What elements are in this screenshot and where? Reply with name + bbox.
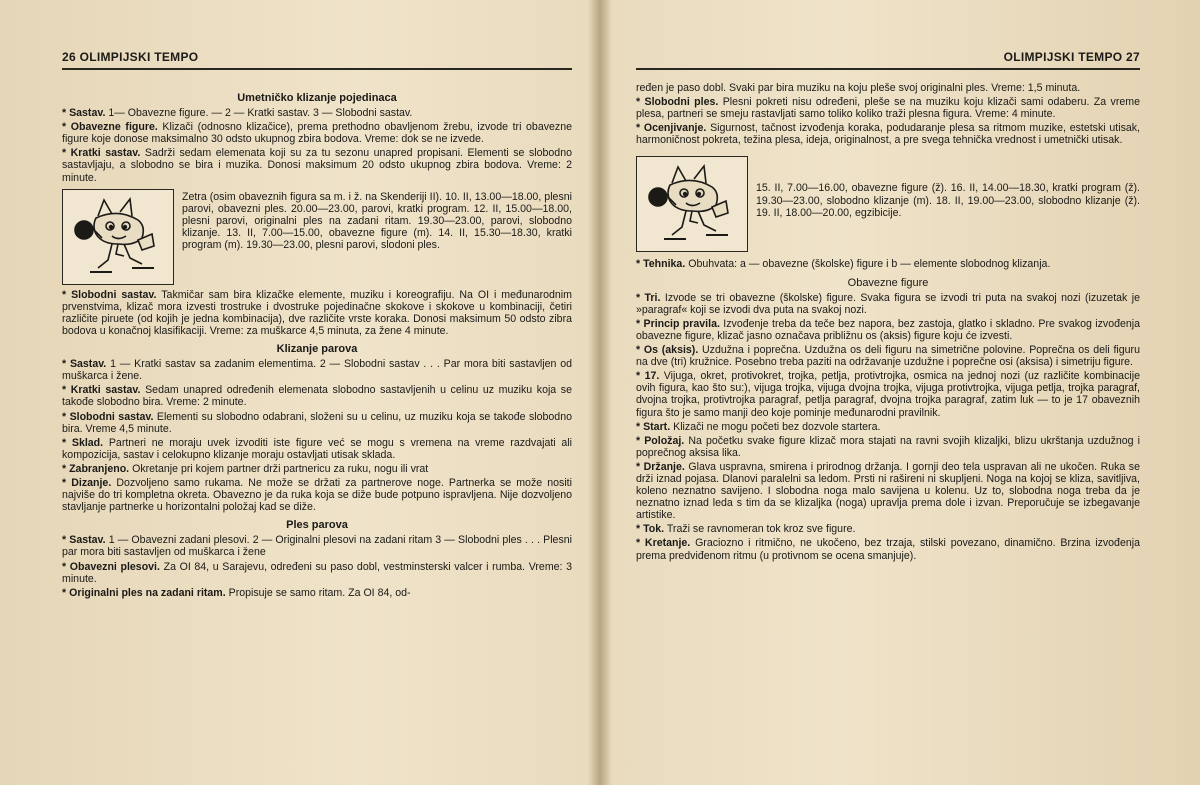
- paragraph-lead: Sastav.: [69, 107, 106, 120]
- bullet-marker: *: [636, 460, 644, 473]
- section-title: Ples parova: [286, 519, 348, 532]
- bullet-marker: *: [636, 370, 645, 383]
- paragraph: [62, 561, 572, 585]
- paragraph-text: 1— Obavezne figure. — 2 — Kratki sastav. 3 — Slobodni sastav.: [108, 107, 413, 120]
- paragraph: [636, 344, 1140, 368]
- running-head-right: OLIMPIJSKI TEMPO 27: [636, 50, 1140, 70]
- schedule-text: 15. II, 7.00—16.00, obavezne figure (ž). 16. II, 14.00—18.30, kratki program (ž). 19.30—23.00, slobodno klizanje (m). 18. II, 19.00—23.00, slobodno klizanje (ž). 19. II, 18.00—20.00, egzibicije.: [756, 182, 1140, 219]
- paragraph-lead: Slobodni sastav.: [69, 410, 154, 423]
- paragraph-lead: Obavezne figure.: [70, 121, 158, 134]
- paragraph-text: Klizači ne mogu početi bez dozvole startera.: [673, 420, 881, 433]
- bullet-marker: *: [62, 462, 70, 475]
- paragraph-lead: Kratki sastav.: [70, 147, 141, 160]
- left-body: [62, 92, 572, 599]
- paragraph-text: Partneri ne moraju uvek izvoditi iste figure već se mogu s vremena na vreme razdvajati ali kompozicija, sastav i celokupno klizanje moraju ostavljati utisak sklada.: [62, 436, 572, 461]
- paragraph: [62, 289, 572, 337]
- paragraph-text: Na početku svake figure klizač mora stajati na ravni svojih klizaljki, blizu ukrštanja uzdužnog i poprečnog aksisa lika.: [636, 434, 1140, 459]
- paragraph-text: Klizači (odnosno klizačice), prema prethodno obavljenom žrebu, izvode tri obavezne figure koje donose maksimalno 30 odsto ukupnog zbira bodova. Vreme: dok se ne izvede.: [62, 121, 572, 146]
- vucko-mascot-icon: [62, 189, 174, 285]
- bullet-marker: *: [636, 434, 645, 447]
- paragraph: [62, 587, 572, 599]
- paragraph-lead: Obavezni plesovi.: [69, 560, 160, 573]
- bullet-marker: *: [636, 523, 644, 536]
- paragraph-text: 1 — Obavezni zadani plesovi. 2 — Originalni plesovi na zadani ritam 3 — Slobodni ples . . . Plesni par mora biti sastavljen od muškarca i žene: [62, 534, 572, 559]
- bullet-marker: *: [636, 122, 644, 135]
- paragraph: [636, 82, 1140, 94]
- paragraph-group: [62, 358, 572, 513]
- paragraph-group: [636, 258, 1140, 270]
- paragraph: [62, 384, 572, 408]
- paragraph-lead: Tehnika.: [643, 258, 686, 271]
- bullet-marker: *: [636, 317, 644, 330]
- paragraph: [636, 461, 1140, 521]
- paragraph-lead: Slobodni ples.: [644, 96, 719, 109]
- bullet-marker: *: [636, 96, 645, 109]
- schedule-text: Zetra (osim obaveznih figura sa m. i ž. na Skenderiji II). 10. II, 13.00—18.00, plesni parovi, obavezni ples. 20.00—23.00, parovi, kratki program. 12. II, 15.00—18.00, plesni parovi, originalni ples na zadani ritam. 19.30—23.00, parovi, slobodno klizanje. 13. II, 7.00—15.00, obavezne figure (m). 14. II, 15.30—18.30, kratki program (m). 19.30—23.00, plesni parovi, slodoni ples.: [182, 190, 572, 252]
- bullet-marker: *: [636, 420, 644, 433]
- paragraph-group: [62, 534, 572, 598]
- bullet-marker: *: [62, 410, 70, 423]
- bullet-marker: *: [62, 534, 70, 547]
- paragraph-lead: Zabranjeno.: [69, 462, 130, 475]
- paragraph-lead: Držanje.: [643, 460, 685, 473]
- bullet-marker: *: [62, 476, 72, 489]
- paragraph-group: [62, 289, 572, 337]
- bullet-marker: *: [62, 358, 70, 371]
- paragraph-lead: Originalni ples na zadani ritam.: [69, 586, 226, 599]
- bullet-marker: *: [636, 537, 645, 550]
- paragraph-lead: Os (aksis).: [643, 344, 699, 357]
- paragraph: [636, 258, 1140, 270]
- bullet-marker: *: [62, 288, 72, 301]
- paragraph-text: Traži se ravnomeran tok kroz sve figure.: [666, 523, 856, 536]
- paragraph-text: Graciozno i ritmično, ne ukočeno, bez trzaja, stilski povezano, dinamično. Brzina izvođenja prema predviđenom ritmu (u protivnom se ocena smanjuje).: [636, 537, 1140, 562]
- bullet-marker: *: [62, 560, 70, 573]
- paragraph-text: Sedam unapred određenih elemenata slobodno sastavljenih u celinu uz muziku koja se takođe slobodno bira. Vreme: 2 minute.: [62, 384, 572, 409]
- paragraph: [62, 147, 572, 183]
- paragraph-lead: Slobodni sastav.: [71, 288, 157, 301]
- running-head-left: 26 OLIMPIJSKI TEMPO: [62, 50, 572, 70]
- paragraph-group: [636, 292, 1140, 562]
- paragraph-lead: Dizanje.: [71, 476, 112, 489]
- paragraph-text: Vijuga, okret, protivokret, trojka, petlja, protivtrojka, osmica na jednoj nozi (uz različite kombinacije ovih figura, kao što su:), vijuga trojka, vijuga dvojna trojka, vijuga protivtrojka, vijuga petlja, trojka paragraf, dvojna trojka, protivtrojka paragraf, petlja paragraf, dvojna trojka paragraf, zatim luk — to je 17 obaveznih figura što je samo manji deo koje pominje međunarodni pravilnik.: [636, 370, 1140, 419]
- paragraph-lead: 17.: [644, 370, 660, 383]
- right-body: [636, 82, 1140, 562]
- bullet-marker: *: [62, 121, 71, 134]
- paragraph-lead: Sastav.: [69, 534, 106, 547]
- paragraph-text: Dozvoljeno samo rukama. Ne može se držati za partnerove noge. Partnerka se može nositi najviše do tri kompletna okreta. Obavezno je da ruka koja se diže bude potpuno ispravljena. Nije dozvoljeno stavljanje partnerke u horizontalni položaj kad se diže.: [62, 476, 572, 514]
- paragraph-text: Obuhvata: a — obavezne (školske) figure i b — elemente slobodnog klizanja.: [688, 258, 1051, 271]
- paragraph-group: [636, 82, 1140, 146]
- paragraph-lead: Tok.: [643, 523, 665, 536]
- bullet-marker: *: [636, 258, 644, 271]
- paragraph: [636, 292, 1140, 316]
- schedule-block: [636, 156, 1140, 252]
- paragraph-text: Propisuje se samo ritam. Za OI 84, od-: [228, 586, 411, 599]
- paragraph-lead: Start.: [643, 420, 671, 433]
- paragraph-text: Okretanje pri kojem partner drži partnericu za ruku, nogu ili vrat: [132, 462, 429, 475]
- paragraph-text: Izvode se tri obavezne (školske) figure. Svaka figura se izvodi tri puta na svakoj nozi (izuzetak je »paragraf« koji se izvodi dva puta na svakoj nozi.: [636, 291, 1140, 316]
- paragraph-lead: Sastav.: [69, 358, 107, 371]
- paragraph: [62, 463, 572, 475]
- paragraph: [636, 96, 1140, 120]
- bullet-marker: *: [62, 436, 72, 449]
- paragraph-text: Elementi su slobodno odabrani, složeni su u celinu, uz muziku koja se takođe slobodno bira. Vreme 4,5 minute.: [62, 410, 572, 435]
- paragraph-lead: Kretanje.: [644, 537, 691, 550]
- paragraph-text: Plesni pokreti nisu određeni, pleše se na muziku koju klizači sami odaberu. Za vreme plesa, partneri se smeju rastavljati samo toliko koliko traži plesna figura. Vreme: 4 minute.: [636, 96, 1140, 121]
- vucko-mascot-icon: [636, 156, 748, 252]
- paragraph-group: [62, 107, 572, 184]
- paragraph: [636, 523, 1140, 535]
- bullet-marker: *: [636, 291, 645, 304]
- paragraph-text: Sadrži sedam elemenata koji su za tu sezonu unapred propisani. Elementi se slobodno sastavljaju, a slobodno se bira i muzika. Donosi maksimum 20 odsto ukupnog zbira bodova. Vreme: 2 minute.: [62, 147, 572, 184]
- paragraph-lead: Ocenjivanje.: [643, 122, 707, 135]
- paragraph-lead: Položaj.: [644, 434, 685, 447]
- paragraph: [62, 477, 572, 513]
- paragraph-lead: Princip pravila.: [643, 317, 720, 330]
- paragraph: [636, 537, 1140, 561]
- paragraph-text: ređen je paso dobl. Svaki par bira muziku na koju pleše svoj originalni ples. Vreme: 1,5 minuta.: [636, 82, 1081, 94]
- paragraph: [636, 370, 1140, 418]
- paragraph-text: Uzdužna i poprečna. Uzdužna os deli figuru na simetrične polovine. Poprečna os deli figuru na dve (tri) kružnice. Posebno treba paziti na održavanje uzdužne i poprečne osi (aksisa) i simetriju figure.: [636, 344, 1140, 369]
- section-title: Obavezne figure: [847, 276, 929, 289]
- paragraph-text: Sigurnost, tačnost izvođenja koraka, podudaranje plesa sa ritmom muzike, estetski utisak, harmoničnost pokreta, težina plesa, ideja, originalnost, a pre svega tehnička vrednost i umetnički utisak.: [636, 122, 1140, 147]
- paragraph: [62, 411, 572, 435]
- paragraph: [636, 318, 1140, 342]
- paragraph: [636, 421, 1140, 433]
- bullet-marker: *: [62, 384, 71, 397]
- paragraph: [62, 437, 572, 461]
- paragraph: [636, 122, 1140, 146]
- paragraph: [62, 107, 572, 119]
- paragraph-text: Za OI 84, u Sarajevu, određeni su paso dobl, vestminsterski valcer i rumba. Vreme: 3 minute.: [62, 560, 573, 585]
- bullet-marker: *: [636, 344, 644, 357]
- bullet-marker: *: [62, 147, 71, 160]
- section-title: Umetničko klizanje pojedinaca: [237, 92, 397, 104]
- paragraph-text: 1 — Kratki sastav sa zadanim elementima. 2 — Slobodni sastav . . . Par mora biti sastavljen od muškarca i žene.: [62, 358, 572, 383]
- paragraph-lead: Sklad.: [71, 436, 104, 449]
- paragraph-text: Takmičar sam bira klizačke elemente, muziku i koreografiju. Na OI i međunarodnim prvenstvima, klizač mora izvesti trostruke i dvostruke pojedinačne skokove i skokove u kombinaciji, četiri različite piruete (od kojih je jedna kombinacija), dve različite vrste koraka. Donosi maksimum 50 odsto zibra bodova u konačnoj klasifikaciji. Vreme: za muškarce 4,5 minuta, za žene 4 minute.: [62, 288, 572, 337]
- paragraph: [62, 534, 572, 558]
- section-title: Klizanje parova: [276, 343, 358, 356]
- paragraph: [636, 435, 1140, 459]
- bullet-marker: *: [62, 586, 70, 599]
- paragraph-text: Izvođenje treba da teče bez napora, bez zastoja, glatko i skladno. Pre svakog izvođenja obavezne figure, klizač jasno označava približnu os (aksis) figure koju će izvesti.: [636, 317, 1141, 342]
- paragraph: [62, 121, 572, 145]
- paragraph: [62, 358, 572, 382]
- paragraph-text: Glava uspravna, smirena i prirodnog držanja. I gornji deo tela uspravan ali ne ukočen. Ruka se drži iznad pojasa. Dlanovi paralelni sa ledom. Prsti ni rašireni ni skupljeni. Noga na kojoj se kliza, savitljiva, koleno neznatno savijeno. I slobodna noga malo savijena u kolenu. Uz to, slobodna noga treba da je neznatno iznad leda s tim da se klizaljka (noga) upravlja prema dole i izvan. Preporučuje se izbegavanje artistike.: [636, 460, 1140, 522]
- paragraph-lead: Tri.: [644, 291, 661, 304]
- right-page: [600, 0, 1200, 785]
- paragraph-lead: Kratki sastav.: [70, 384, 141, 397]
- bullet-marker: *: [62, 107, 70, 120]
- schedule-block: [62, 189, 572, 285]
